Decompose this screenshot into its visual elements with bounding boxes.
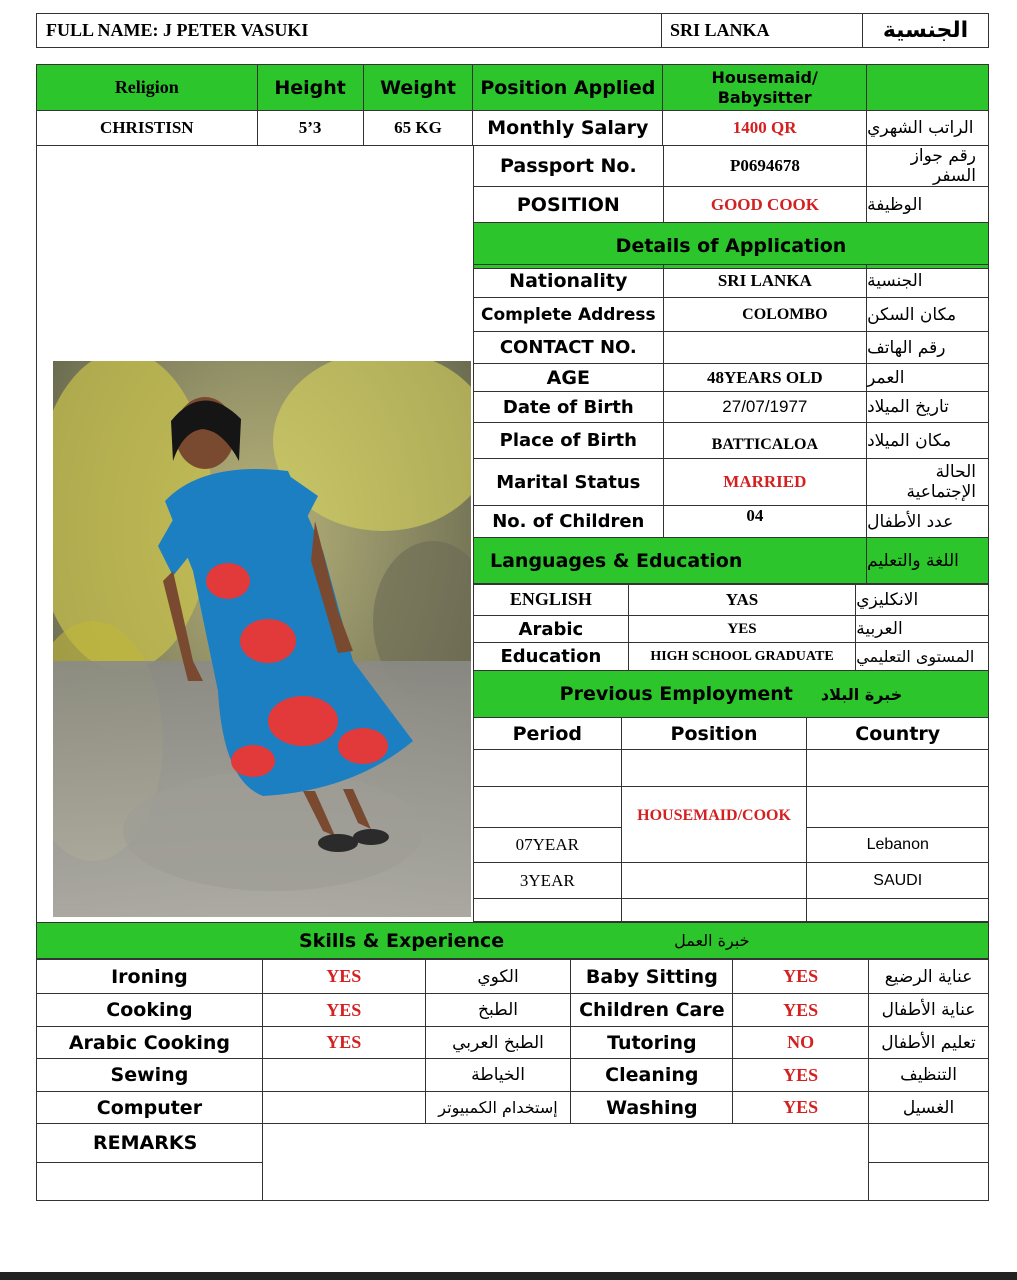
empty-cell xyxy=(869,1163,989,1201)
detail-label: Complete Address xyxy=(474,298,664,332)
remarks-field xyxy=(262,1124,868,1201)
skill-ar: الكوي xyxy=(425,960,571,994)
nationality-ar: الجنسية xyxy=(882,18,969,43)
skills-title: Skills & Experience xyxy=(299,929,505,952)
nationality-ar-box xyxy=(862,13,989,48)
employment-period: 3YEAR xyxy=(474,863,622,899)
skill-value: YES xyxy=(262,994,425,1027)
full-name: FULL NAME: J PETER VASUKI xyxy=(46,20,309,40)
skill-value: YES xyxy=(262,1027,425,1059)
employment-title xyxy=(474,671,989,718)
country-header: Country xyxy=(807,718,989,750)
detail-label: CONTACT NO. xyxy=(474,332,664,364)
detail-value: 04 xyxy=(663,506,867,538)
employment-title-text: Previous Employment xyxy=(559,683,793,705)
skill-label: Tutoring xyxy=(571,1027,733,1059)
detail-value: BATTICALOA xyxy=(663,423,867,459)
skill-ar: الخياطة xyxy=(425,1059,571,1092)
empty-cell xyxy=(807,787,989,828)
skill-label: Arabic Cooking xyxy=(37,1027,263,1059)
detail-ar: العمر xyxy=(867,364,989,392)
skill-value xyxy=(262,1092,425,1124)
employment-period: 07YEAR xyxy=(474,828,622,863)
empty-cell xyxy=(807,750,989,787)
weight-value: 65 KG xyxy=(363,111,473,146)
detail-value: COLOMBO xyxy=(663,298,867,332)
empty-cell xyxy=(869,1124,989,1163)
language-value: HIGH SCHOOL GRADUATE xyxy=(628,643,855,671)
detail-ar: رقم الهاتف xyxy=(867,332,989,364)
language-ar: العربية xyxy=(856,616,989,643)
detail-ar: الحالة الإجتماعية xyxy=(867,459,989,506)
skill-label: Baby Sitting xyxy=(571,960,733,994)
languages-table xyxy=(473,583,989,671)
skill-ar: الطبخ xyxy=(425,994,571,1027)
detail-value: SRI LANKA xyxy=(663,265,867,298)
empty-cell xyxy=(474,787,622,828)
skill-ar: الغسيل xyxy=(869,1092,989,1124)
religion-header: Religion xyxy=(37,65,258,111)
skill-label: Sewing xyxy=(37,1059,263,1092)
skill-label: Children Care xyxy=(571,994,733,1027)
info-ar: الوظيفة xyxy=(867,187,989,223)
detail-value: 27/07/1977 xyxy=(663,392,867,423)
detail-label: Place of Birth xyxy=(474,423,664,459)
detail-label: No. of Children xyxy=(474,506,664,538)
info-ar: الراتب الشهري xyxy=(867,111,989,146)
employment-position: HOUSEMAID/COOK xyxy=(621,787,807,863)
country: SRI LANKA xyxy=(670,20,770,40)
info-value: P0694678 xyxy=(663,146,867,187)
weight-header: Weight xyxy=(363,65,473,111)
language-ar: المستوى التعليمي xyxy=(856,643,989,671)
detail-label: Nationality xyxy=(474,265,664,298)
skills-title-bar xyxy=(36,922,989,959)
skill-ar: تعليم الأطفال xyxy=(869,1027,989,1059)
bottom-bar xyxy=(0,1272,1017,1280)
language-label: Education xyxy=(474,643,629,671)
candidate-photo xyxy=(53,361,471,917)
position-applied-header: Position Applied xyxy=(473,65,663,111)
detail-label: AGE xyxy=(474,364,664,392)
skill-ar: عناية الرضيع xyxy=(869,960,989,994)
skill-label: Washing xyxy=(571,1092,733,1124)
detail-label: Date of Birth xyxy=(474,392,664,423)
detail-ar: الجنسية xyxy=(867,265,989,298)
empty-cell xyxy=(621,899,807,922)
detail-ar: مكان السكن xyxy=(867,298,989,332)
position-header: Position xyxy=(621,718,807,750)
skill-ar: عناية الأطفال xyxy=(869,994,989,1027)
info-table xyxy=(473,145,989,269)
empty-cell xyxy=(37,1163,263,1201)
info-value: 1400 QR xyxy=(663,111,867,146)
skill-ar: التنظيف xyxy=(869,1059,989,1092)
empty-cell xyxy=(474,899,622,922)
skills-title-ar: خبرة العمل xyxy=(674,931,750,950)
skill-value: YES xyxy=(733,1092,869,1124)
skills-table xyxy=(36,959,989,1201)
info-label: POSITION xyxy=(474,187,664,223)
skill-value: YES xyxy=(733,994,869,1027)
employment-country: SAUDI xyxy=(807,863,989,899)
language-ar: الانكليزي xyxy=(856,584,989,616)
country-box xyxy=(661,13,863,48)
detail-ar: عدد الأطفال xyxy=(867,506,989,538)
employment-country: Lebanon xyxy=(807,828,989,863)
info-value: GOOD COOK xyxy=(663,187,867,223)
remarks-label: REMARKS xyxy=(37,1124,263,1163)
full-name-box xyxy=(36,13,662,48)
details-title: Details of Application xyxy=(474,223,989,269)
skill-value: YES xyxy=(733,1059,869,1092)
detail-ar: تاريخ الميلاد xyxy=(867,392,989,423)
employment-table xyxy=(473,670,989,922)
skill-value: NO xyxy=(733,1027,869,1059)
info-ar: رقم جواز السفر xyxy=(867,146,989,187)
language-label: ENGLISH xyxy=(474,584,629,616)
height-header: Height xyxy=(257,65,363,111)
skill-label: Cleaning xyxy=(571,1059,733,1092)
details-table xyxy=(473,264,989,585)
skill-label: Computer xyxy=(37,1092,263,1124)
height-value: 5’3 xyxy=(257,111,363,146)
info-label: Monthly Salary xyxy=(473,111,663,146)
employment-title-ar: خبرة البلاد xyxy=(820,684,903,704)
skill-value xyxy=(262,1059,425,1092)
top-table xyxy=(36,64,989,146)
skill-ar: إستخدام الكمبيوتر xyxy=(425,1092,571,1124)
info-label: Passport No. xyxy=(474,146,664,187)
skill-value: YES xyxy=(733,960,869,994)
position-applied-value: Housemaid/ Babysitter xyxy=(663,65,867,111)
language-value: YAS xyxy=(628,584,855,616)
empty-cell xyxy=(807,899,989,922)
empty-cell xyxy=(621,863,807,899)
empty-cell xyxy=(474,750,622,787)
skill-label: Cooking xyxy=(37,994,263,1027)
languages-title-ar: اللغة والتعليم xyxy=(867,538,989,585)
detail-label: Marital Status xyxy=(474,459,664,506)
religion-value: CHRISTISN xyxy=(37,111,258,146)
skill-ar: الطبخ العربي xyxy=(425,1027,571,1059)
skill-label: Ironing xyxy=(37,960,263,994)
detail-ar: مكان الميلاد xyxy=(867,423,989,459)
top-empty-cell xyxy=(867,65,989,111)
language-value: YES xyxy=(628,616,855,643)
skill-value: YES xyxy=(262,960,425,994)
detail-value: MARRIED xyxy=(663,459,867,506)
empty-cell xyxy=(621,750,807,787)
detail-value xyxy=(663,332,867,364)
detail-value: 48YEARS OLD xyxy=(663,364,867,392)
languages-title: Languages & Education xyxy=(474,538,867,585)
language-label: Arabic xyxy=(474,616,629,643)
period-header: Period xyxy=(474,718,622,750)
